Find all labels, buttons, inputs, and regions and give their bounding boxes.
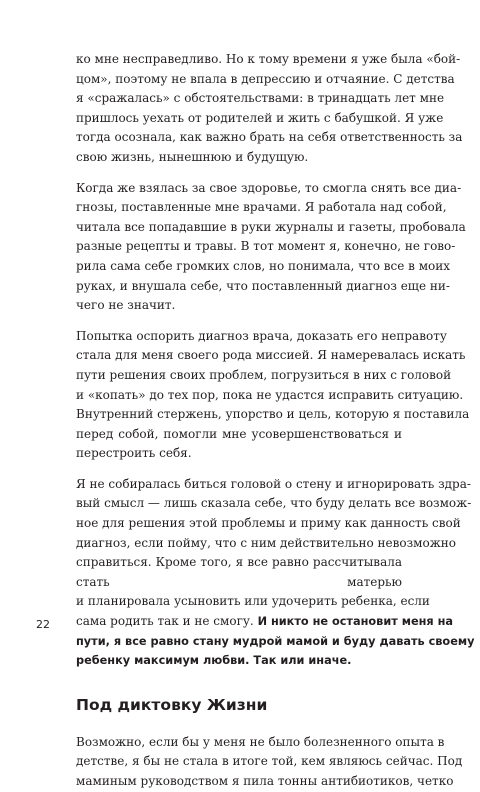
text-line: читала все попадавшие в руки журналы и газеты, пробовала (76, 219, 466, 234)
emphasis-text: И никто не остановит меня на (257, 615, 454, 629)
text-line: пришлось уехать от родителей и жить с бабушкой. Я уже (76, 110, 444, 125)
paragraph-4 (76, 475, 475, 671)
text-line: маминым руководством я пила тонны антибиотиков, четко (76, 774, 454, 788)
paragraph-1 (76, 50, 463, 168)
text-line: я «сражалась» с обстоятельствами: в тринадцать лет мне (76, 91, 445, 106)
text-line: гнозы, поставленные мне врачами. Я работала над собой, (76, 200, 447, 215)
text-line: детстве, я бы не стала в итоге той, кем являюсь сейчас. Под (76, 754, 463, 769)
text-line: чего не значит. (76, 298, 176, 313)
text-line: цом», поэтому не впала в депрессию и отчаяние. С детства (76, 71, 455, 86)
text-line: тогда осознала, как важно брать на себя ответственность за (76, 130, 463, 145)
emphasis-line: пути, я все равно стану мудрой мамой и буду давать своему (76, 634, 475, 648)
text-line: пути решения своих проблем, погрузиться в них с головой (76, 367, 452, 382)
paragraph-3 (76, 327, 470, 464)
page-body (76, 50, 475, 792)
emphasis-line: ребенку максимум любви. Так или иначе. (76, 654, 352, 668)
text-line: Когда же взялась за свое здоровье, то смогла снять все диа- (76, 180, 462, 195)
text-line: перед собой, помогли мне усовершенствоваться и перестроить себя. (76, 426, 402, 461)
text-line: Внутренний стержень, упорство и цель, которую я поставила (76, 407, 470, 422)
text-line: свою жизнь, нынешнюю и будущую. (76, 149, 309, 164)
section-heading: Под диктовку Жизни (76, 695, 268, 714)
paragraph-2 (76, 179, 466, 316)
text-line: Попытка оспорить диагноз врача, доказать его неправоту (76, 328, 447, 343)
text-line: Возможно, если бы у меня не было болезненного опыта в (76, 734, 445, 749)
text-line: ное для решения этой проблемы и приму как данность свой (76, 516, 461, 531)
text-line: и «копать» до тех пор, пока не удастся исправить ситуацию. (76, 387, 464, 402)
page-number: 22 (36, 618, 50, 631)
text-line: рила сама себе громких слов, но понимала, что все в моих (76, 258, 451, 273)
paragraph-5 (76, 733, 463, 792)
text-line: руках, и внушала себе, что поставленный диагноз еще ни- (76, 278, 450, 293)
text-line: вый смысл — лишь сказала себе, что буду делать все возмож- (76, 496, 472, 511)
text-line: диагноз, если пойму, что с ним действительно невозможно (76, 535, 456, 550)
text-line: справиться. Кроме того, я все равно рассчитывала стать матерью (76, 555, 402, 589)
text-line: ко мне несправедливо. Но к тому времени я уже была «бой- (76, 52, 461, 66)
text-run: сама родить так и не смогу. (76, 614, 254, 629)
text-line (76, 612, 454, 632)
text-line: разные рецепты и травы. В тот момент я, конечно, не гово- (76, 239, 456, 254)
text-line: Я не собиралась биться головой о стену и игнорировать здра- (76, 476, 471, 491)
text-line: стала для меня своего рода миссией. Я намеревалась искать (76, 348, 466, 363)
text-line: и планировала усыновить или удочерить ребенка, если (76, 594, 430, 609)
